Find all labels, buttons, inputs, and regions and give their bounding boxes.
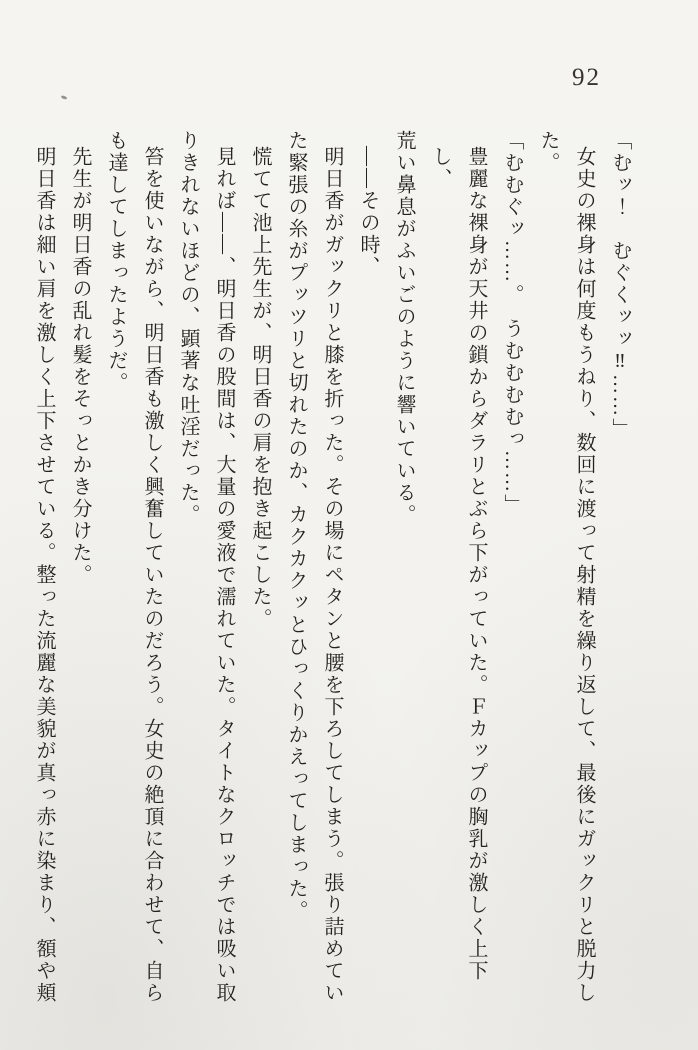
scan-speck xyxy=(61,95,68,100)
text-line: 「むッ！ むぐくッッ‼……」 xyxy=(609,130,631,440)
text-line: 慌てて池上先生が、明日香の肩を抱き起こした。 xyxy=(249,146,271,630)
text-line: 女史の裸身は何度もうねり、数回に渡って射精を繰り返して、最後にガックリと脱力し xyxy=(573,146,595,1004)
text-columns xyxy=(33,130,638,1016)
text-line: 先生が明日香の乱れ髪をそっとかき分けた。 xyxy=(69,146,91,586)
text-line: 見れば――、明日香の股間は、大量の愛液で濡れていた。タイトなクロッチでは吸い取 xyxy=(213,146,235,1004)
page-number: 92 xyxy=(572,64,601,91)
text-line: 豊麗な裸身が天井の鎖からダラリとぶら下がっていた。Ｆカップの胸乳が激しく上下し、 xyxy=(429,146,487,982)
text-line: た緊張の糸がプッツリと切れたのか、カクカクッとひっくりかえってしまった。 xyxy=(285,130,307,922)
text-line: りきれないほどの、顕著な吐淫だった。 xyxy=(177,130,199,526)
text-line: ――その時、 xyxy=(357,146,379,278)
text-line: も達してしまったようだ。 xyxy=(105,130,127,394)
text-line: 明日香は細い肩を激しく上下させている。整った流麗な美貌が真っ赤に染まり、額や頬 xyxy=(33,146,55,1004)
text-line: 笞を使いながら、明日香も激しく興奮していたのだろう。女史の絶頂に合わせて、自ら xyxy=(141,146,163,1004)
text-line: 「むむぐッ……。 うむむむむっ……」 xyxy=(501,130,523,516)
text-line: た。 xyxy=(537,130,559,174)
text-line: 明日香がガックリと膝を折った。その場にペタンと腰を下ろしてしまう。張り詰めてい xyxy=(321,146,343,1004)
text-line: 荒い鼻息がふいごのように響いている。 xyxy=(393,130,415,526)
